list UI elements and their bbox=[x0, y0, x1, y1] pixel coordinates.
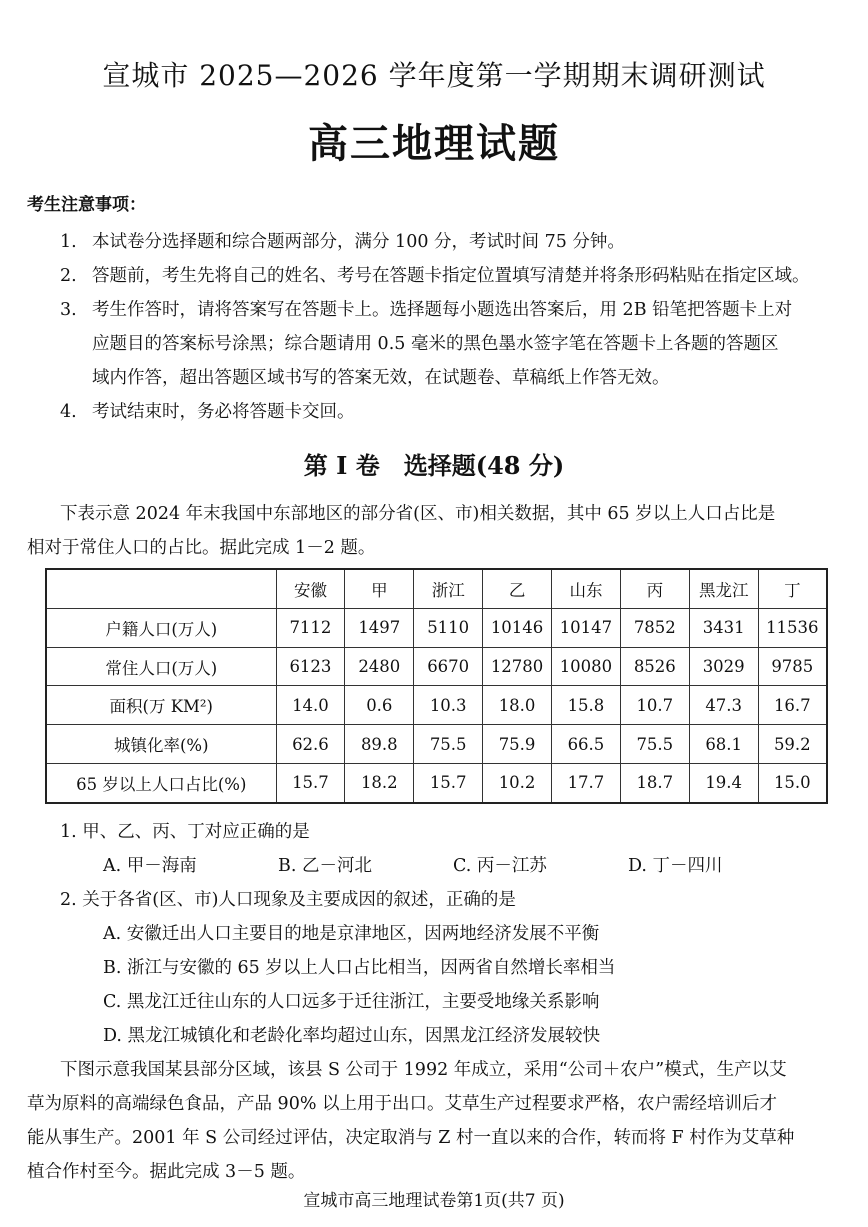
table-cell: 12780 bbox=[483, 647, 552, 686]
table-header-cell: 丙 bbox=[620, 569, 689, 609]
table-header-cell: 黑龙江 bbox=[689, 569, 758, 609]
table-cell: 3431 bbox=[689, 609, 758, 648]
table-header-cell: 乙 bbox=[483, 569, 552, 609]
table-cell: 47.3 bbox=[689, 686, 758, 725]
table-cell: 10.7 bbox=[620, 686, 689, 725]
material-paragraph-line-2: 草为原料的高端绿色食品，产品 90% 以上用于出口。艾草生产过程要求严格，农户需经培训后才 bbox=[27, 1094, 778, 1114]
table-cell: 2480 bbox=[345, 647, 414, 686]
table-cell: 3029 bbox=[689, 647, 758, 686]
question-1-option-d: D. 丁－四川 bbox=[628, 856, 723, 876]
question-2-option-d: D. 黑龙江城镇化和老龄化率均超过山东，因黑龙江经济发展较快 bbox=[103, 1026, 601, 1046]
question-2-stem: 2. 关于各省(区、市)人口现象及主要成因的叙述，正确的是 bbox=[60, 890, 516, 910]
table-cell: 15.7 bbox=[414, 763, 483, 803]
table-cell: 66.5 bbox=[552, 725, 621, 764]
table-cell: 19.4 bbox=[689, 763, 758, 803]
table-header-cell: 丁 bbox=[758, 569, 827, 609]
question-1-stem: 1. 甲、乙、丙、丁对应正确的是 bbox=[60, 822, 310, 842]
table-cell: 68.1 bbox=[689, 725, 758, 764]
notice-item-1 bbox=[60, 228, 625, 253]
table-cell: 10.3 bbox=[414, 686, 483, 725]
table-header-cell: 山东 bbox=[552, 569, 621, 609]
table-cell: 9785 bbox=[758, 647, 827, 686]
table-cell: 75.5 bbox=[620, 725, 689, 764]
notice-text: 答题前，考生先将自己的姓名、考号在答题卡指定位置填写清楚并将条形码粘贴在指定区域。 bbox=[92, 266, 810, 286]
table-cell: 18.0 bbox=[483, 686, 552, 725]
table-cell: 7852 bbox=[620, 609, 689, 648]
table-row bbox=[46, 725, 827, 764]
table-cell: 15.0 bbox=[758, 763, 827, 803]
table-cell: 18.2 bbox=[345, 763, 414, 803]
row-label: 城镇化率(%) bbox=[46, 725, 276, 764]
table-header-cell: 甲 bbox=[345, 569, 414, 609]
table-cell: 89.8 bbox=[345, 725, 414, 764]
row-label: 65 岁以上人口占比(%) bbox=[46, 763, 276, 803]
notice-item-2 bbox=[60, 262, 810, 287]
table-cell: 17.7 bbox=[552, 763, 621, 803]
question-2-option-b: B. 浙江与安徽的 65 岁以上人口占比相当，因两省自然增长率相当 bbox=[103, 958, 616, 978]
province-data-table bbox=[45, 568, 828, 804]
table-cell: 75.9 bbox=[483, 725, 552, 764]
table-header-cell: 浙江 bbox=[414, 569, 483, 609]
table-row bbox=[46, 763, 827, 803]
table-cell: 10080 bbox=[552, 647, 621, 686]
notice-item-3-line-3: 域内作答，超出答题区域书写的答案无效，在试题卷、草稿纸上作答无效。 bbox=[92, 368, 670, 388]
subject-title: 高三地理试题 bbox=[308, 121, 560, 167]
notice-number: 3. bbox=[60, 300, 77, 320]
question-2-option-a: A. 安徽迁出人口主要目的地是京津地区，因两地经济发展不平衡 bbox=[103, 924, 600, 944]
question-1-option-c: C. 丙－江苏 bbox=[453, 856, 547, 876]
table-cell: 75.5 bbox=[414, 725, 483, 764]
table-cell: 7112 bbox=[276, 609, 345, 648]
material-paragraph-line-1: 下图示意我国某县部分区域，该县 S 公司于 1992 年成立，采用“公司＋农户”模式，生产以艾 bbox=[60, 1060, 787, 1080]
notice-text: 考试结束时，务必将答题卡交回。 bbox=[92, 402, 355, 422]
table-cell: 5110 bbox=[414, 609, 483, 648]
material-paragraph-line-4: 植合作村至今。据此完成 3－5 题。 bbox=[27, 1162, 306, 1182]
table-cell: 11536 bbox=[758, 609, 827, 648]
table-cell: 62.6 bbox=[276, 725, 345, 764]
notice-number: 4. bbox=[60, 402, 77, 422]
table-header-cell: 安徽 bbox=[276, 569, 345, 609]
notice-item-3-line-2: 应题目的答案标号涂黑；综合题请用 0.5 毫米的黑色墨水签字笔在答题卡上各题的答题区 bbox=[92, 334, 779, 354]
intro-paragraph-line-2: 相对于常住人口的占比。据此完成 1－2 题。 bbox=[27, 538, 376, 558]
table-cell: 16.7 bbox=[758, 686, 827, 725]
row-label: 常住人口(万人) bbox=[46, 647, 276, 686]
exam-title: 宣城市 2025—2026 学年度第一学期期末调研测试 bbox=[102, 59, 766, 92]
table-cell: 10.2 bbox=[483, 763, 552, 803]
table-cell: 8526 bbox=[620, 647, 689, 686]
table-cell: 59.2 bbox=[758, 725, 827, 764]
intro-paragraph-line-1: 下表示意 2024 年末我国中东部地区的部分省(区、市)相关数据，其中 65 岁以上人口占比是 bbox=[60, 504, 776, 524]
row-label: 户籍人口(万人) bbox=[46, 609, 276, 648]
question-1-option-b: B. 乙－河北 bbox=[278, 856, 372, 876]
table-cell: 14.0 bbox=[276, 686, 345, 725]
notice-number: 2. bbox=[60, 266, 77, 286]
table-row bbox=[46, 647, 827, 686]
table-header-row bbox=[46, 569, 827, 609]
table-cell: 0.6 bbox=[345, 686, 414, 725]
row-label: 面积(万 KM²) bbox=[46, 686, 276, 725]
table-row bbox=[46, 609, 827, 648]
table-cell: 6123 bbox=[276, 647, 345, 686]
table-header-cell bbox=[46, 569, 276, 609]
page-footer: 宣城市高三地理试卷第1页(共7 页) bbox=[303, 1191, 565, 1211]
table-cell: 10146 bbox=[483, 609, 552, 648]
notice-item-4 bbox=[60, 398, 355, 423]
notice-item-3 bbox=[60, 296, 792, 321]
notice-text: 本试卷分选择题和综合题两部分，满分 100 分，考试时间 75 分钟。 bbox=[92, 232, 625, 252]
notice-number: 1. bbox=[60, 232, 77, 252]
section-heading: 第 Ⅰ 卷 选择题(48 分) bbox=[303, 451, 565, 480]
material-paragraph-line-3: 能从事生产。2001 年 S 公司经过评估，决定取消与 Z 村一直以来的合作，转而将 F 村作为艾草种 bbox=[27, 1128, 795, 1148]
notice-text: 考生作答时，请将答案写在答题卡上。选择题每小题选出答案后，用 2B 铅笔把答题卡上对 bbox=[92, 300, 793, 320]
table-cell: 18.7 bbox=[620, 763, 689, 803]
table-cell: 10147 bbox=[552, 609, 621, 648]
notice-heading: 考生注意事项： bbox=[27, 195, 146, 215]
question-1-option-a: A. 甲－海南 bbox=[103, 856, 197, 876]
table-cell: 6670 bbox=[414, 647, 483, 686]
table-cell: 15.7 bbox=[276, 763, 345, 803]
question-2-option-c: C. 黑龙江迁往山东的人口远多于迁往浙江，主要受地缘关系影响 bbox=[103, 992, 600, 1012]
table-cell: 15.8 bbox=[552, 686, 621, 725]
table-row bbox=[46, 686, 827, 725]
table-cell: 1497 bbox=[345, 609, 414, 648]
